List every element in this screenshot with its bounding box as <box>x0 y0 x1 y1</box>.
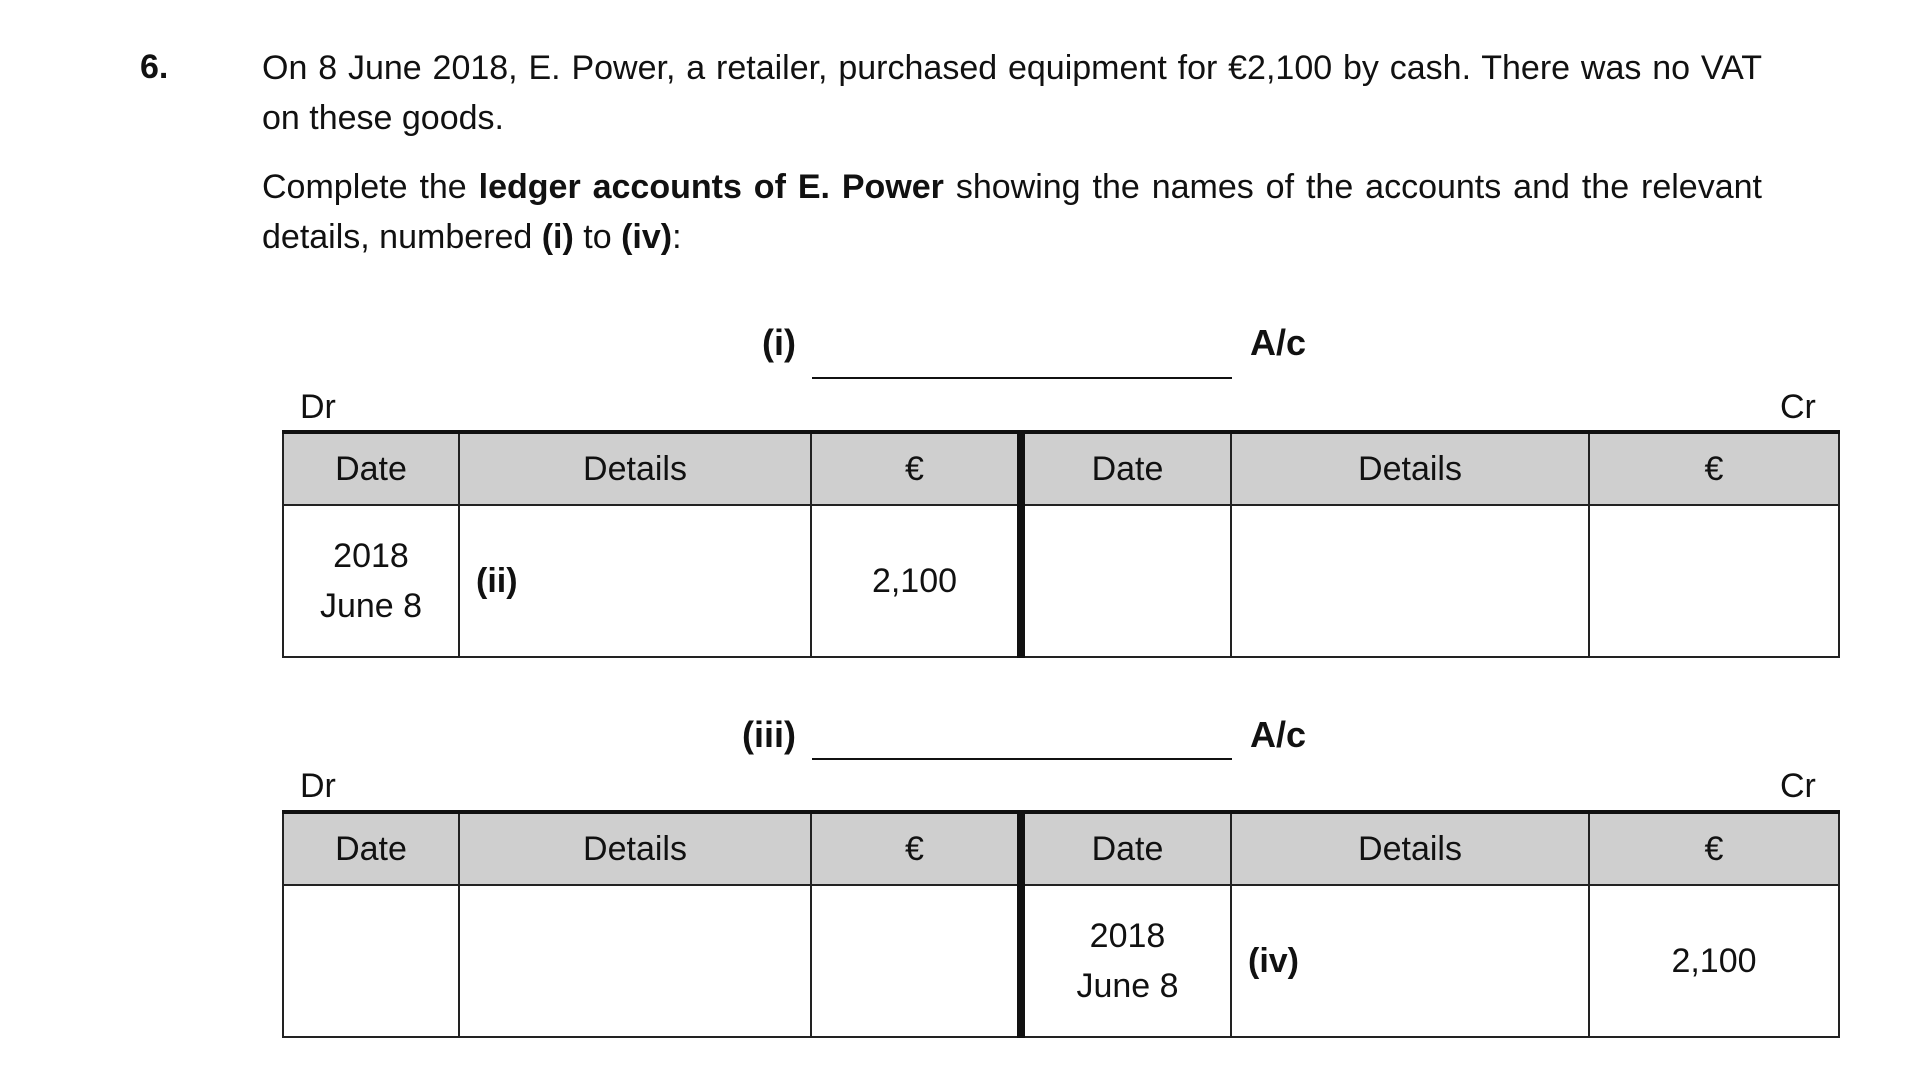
cr-amount-cell <box>1589 505 1839 657</box>
cr-date-cell <box>1021 885 1231 1037</box>
instruction-bold-ledger: ledger accounts of E. Power <box>478 168 944 206</box>
account-1-number: (i) <box>762 322 796 363</box>
header-details-dr: Details <box>459 812 811 885</box>
account-1-dr-label: Dr <box>300 388 336 426</box>
table-row <box>283 505 1839 657</box>
account-1-ac-label: A/c <box>1250 322 1307 363</box>
ledger-header-row <box>283 812 1839 885</box>
ledger-table-2 <box>282 810 1840 1038</box>
instruction-to: to <box>573 218 622 256</box>
cr-date-year: 2018 <box>1089 917 1166 955</box>
cr-details-cell[interactable]: (iv) <box>1231 885 1589 1037</box>
instruction-mid: showing the names of the accounts and the relevant details, numbered <box>262 168 1762 256</box>
instruction-pre: Complete the <box>262 168 479 206</box>
header-date-cr: Date <box>1021 432 1231 505</box>
dr-date-cell <box>283 505 459 657</box>
account-2-cr-label: Cr <box>1780 767 1816 805</box>
instruction-bold-iv: (iv) <box>621 218 673 256</box>
dr-details-cell <box>459 885 811 1037</box>
instruction-end: : <box>672 218 682 256</box>
dr-date-year: 2018 <box>333 537 409 575</box>
ledger-header-row <box>283 432 1839 505</box>
header-details-cr: Details <box>1231 812 1589 885</box>
dr-date-cell <box>283 885 459 1037</box>
header-amount-cr: € <box>1589 432 1839 505</box>
question-instruction <box>262 162 1762 262</box>
cr-date-day: June 8 <box>1076 967 1179 1005</box>
header-details-dr: Details <box>459 432 811 505</box>
question-text: On 8 June 2018, E. Power, a retailer, purchased equipment for €2,100 by cash. There was no VAT on these goods. <box>262 49 1762 137</box>
instruction-bold-i: (i) <box>541 218 574 256</box>
cr-amount-cell: 2,100 <box>1589 885 1839 1037</box>
header-amount-dr: € <box>811 812 1021 885</box>
header-amount-dr: € <box>811 432 1021 505</box>
account-1-name-blank[interactable] <box>812 376 1232 379</box>
header-date-dr: Date <box>283 432 459 505</box>
dr-details-cell[interactable]: (ii) <box>459 505 811 657</box>
dr-date-day: June 8 <box>319 587 423 625</box>
header-details-cr: Details <box>1231 432 1589 505</box>
ledger-table-1 <box>282 430 1840 658</box>
dr-amount-cell <box>811 885 1021 1037</box>
header-date-cr: Date <box>1021 812 1231 885</box>
dr-amount-cell: 2,100 <box>811 505 1021 657</box>
header-amount-cr: € <box>1589 812 1839 885</box>
cr-date-cell <box>1021 505 1231 657</box>
account-2-number: (iii) <box>742 714 796 755</box>
account-1-cr-label: Cr <box>1780 388 1816 426</box>
account-2-dr-label: Dr <box>300 767 336 805</box>
table-row <box>283 885 1839 1037</box>
cr-details-cell <box>1231 505 1589 657</box>
question-number: 6. <box>140 48 169 86</box>
account-2-ac-label: A/c <box>1250 714 1307 755</box>
account-2-name-blank[interactable] <box>812 757 1232 760</box>
header-date-dr: Date <box>283 812 459 885</box>
